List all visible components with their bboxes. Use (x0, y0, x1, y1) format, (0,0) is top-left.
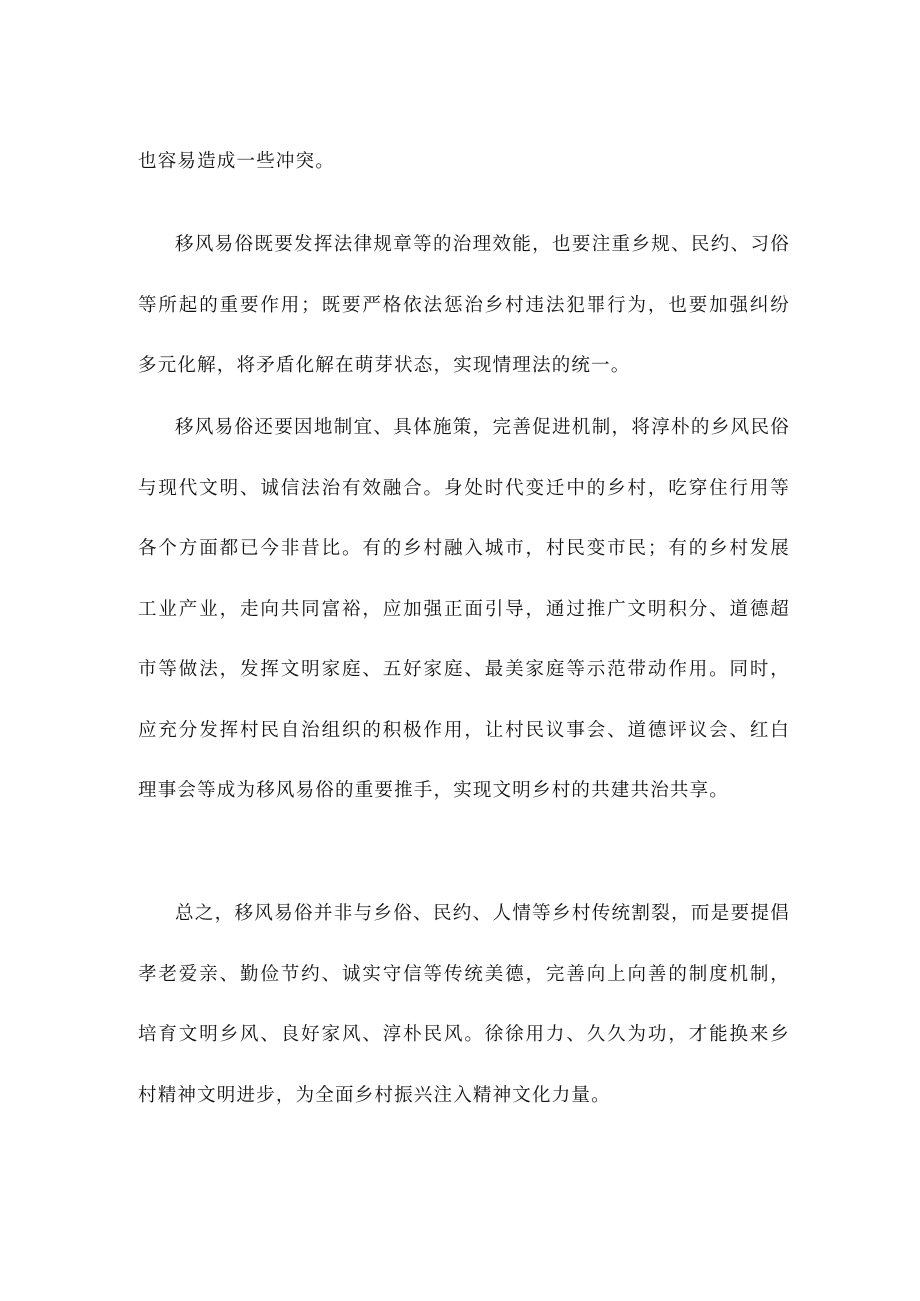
paragraph-line: 也容易造成一些冲突。 (138, 151, 336, 172)
paragraph-line: 多元化解，将矛盾化解在萌芽状态，实现情理法的统一。 (138, 355, 631, 376)
paragraph-line: 等所起的重要作用；既要严格依法惩治乡村违法犯罪行为，也要加强纠纷 (138, 294, 790, 316)
paragraph-continuation (138, 132, 790, 193)
paragraph-line: 与现代文明、诚信法治有效融合。身处时代变迁中的乡村，吃穿住行用等 (138, 477, 790, 499)
paragraph-line: 各个方面都已今非昔比。有的乡村融入城市，村民变市民；有的乡村发展 (138, 538, 790, 559)
paragraph-line: 应充分发挥村民自治组织的积极作用，让村民议事会、道德评议会、红白 (138, 719, 790, 741)
paragraph-line: 移风易俗还要因地制宜、具体施策，完善促进机制，将淳朴的乡风民俗 (175, 417, 790, 438)
paragraph-conclusion (138, 884, 790, 1126)
paragraph-line: 培育文明乡风、良好家风、淳朴民风。徐徐用力、久久为功，才能换来乡 (138, 1024, 790, 1045)
paragraph-line: 理事会等成为移风易俗的重要推手，实现文明乡村的共建共治共享。 (138, 780, 730, 801)
paragraph-line: 市等做法，发挥文明家庭、五好家庭、最美家庭等示范带动作用。同时， (138, 659, 790, 680)
paragraph-line: 工业产业，走向共同富裕，应加强正面引导，通过推广文明积分、道德超 (138, 598, 790, 620)
paragraph-legal-and-customs (138, 215, 790, 397)
paragraph-line: 孝老爱亲、勤俭节约、诚实守信等传统美德，完善向上向善的制度机制， (138, 963, 790, 985)
paragraph-line: 村精神文明进步，为全面乡村振兴注入精神文化力量。 (138, 1084, 611, 1106)
paragraph-line: 移风易俗既要发挥法律规章等的治理效能，也要注重乡规、民约、习俗 (175, 234, 790, 255)
paragraph-local-measures (138, 398, 790, 822)
paragraph-line: 总之，移风易俗并非与乡俗、民约、人情等乡村传统割裂，而是要提倡 (175, 903, 790, 924)
